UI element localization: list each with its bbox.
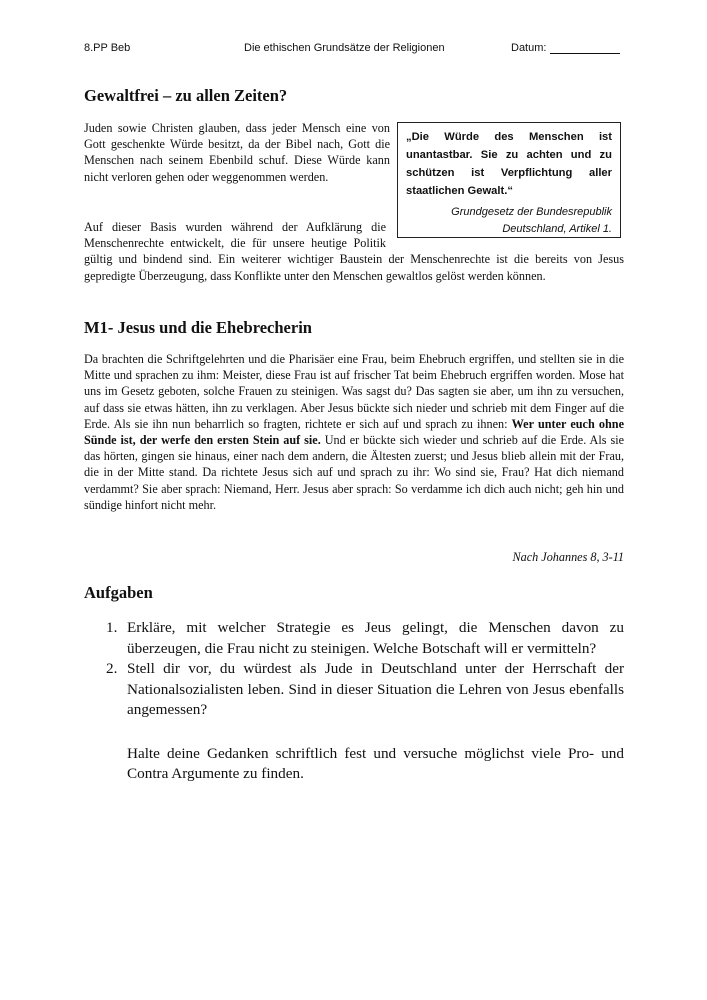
task-item (100, 659, 624, 721)
intro-paragraph-1: Juden sowie Christen glauben, dass jeder Mensch eine von Gott geschenkte Würde besitzt, da der Bibel nach, Gott die Menschen nach seinem Ebenbild schuf. Diese Würde kann nicht verloren gehen oder weggenommen werden. (84, 121, 390, 184)
page-header (84, 42, 624, 58)
section-title-aufgaben: Aufgaben (84, 583, 153, 602)
task-item (100, 618, 624, 659)
intro-paragraph-2 (84, 219, 624, 284)
story-text-before: Da brachten die Schriftgelehrten und die Pharisäer eine Frau, beim Ehebruch ergriffen, und stellten sie in die Mitte und sprachen zu ihm: Meister, diese Frau ist auf frischer Tat beim Ehebruch ergriffen worden. Mose hat uns im Gesetz geboten, solche Frauen zu steinigen. Was sagst du? Das sagten sie aber, um ihn zu versuchen, auf dass sie etwas hätten, ihn zu verklagen. Aber Jesus bückte sich nieder und schrieb mit dem Finger auf die Erde. Als sie ihn nun beharrlich so fragten, richtete er sich auf und sprach zu ihnen: (84, 352, 624, 431)
section-title-m1: M1- Jesus und die Ehebrecherin (84, 318, 312, 337)
quote-source: Grundgesetz der Bundesrepublik Deutschland, Artikel 1. (451, 206, 612, 235)
task-number: 1. (106, 619, 118, 636)
task-note: Halte deine Gedanken schriftlich fest und versuche möglichst viele Pro- und Contra Argumente zu finden. (127, 744, 624, 782)
intro-paragraph-2-text: Auf dieser Basis wurden während der Aufklärung die Menschenrechte entwickelt, die für unsere heutige Politik gültig und bindend sind. Ein weiterer wichtiger Baustein der Menschenrechte ist die bereits von Jesus gepredigte Überzeugung, dass Konflikte unter den Menschen gewaltlos gelöst werden können. (84, 220, 624, 283)
section-title-gewaltfrei: Gewaltfrei – zu allen Zeiten? (84, 86, 288, 105)
story-key-quote: Wer unter euch ohne Sünde ist, der werfe den ersten Stein auf sie. (84, 416, 624, 448)
date-label: Datum: (511, 42, 547, 54)
date-field (511, 42, 620, 54)
bible-story-text (84, 351, 624, 513)
header-title: Die ethischen Grundsätze der Religionen (244, 42, 445, 54)
task-list (100, 618, 624, 785)
task-text: Stell dir vor, du würdest als Jude in Deutschland unter der Herrschaft der Nationalsozialisten leben. Sind in dieser Situation die Lehren von Jesus ebenfalls angemessen? (127, 660, 624, 718)
task-number: 2. (106, 660, 118, 677)
date-blank-line (550, 42, 620, 54)
class-label: 8.PP Beb (84, 42, 131, 54)
task-text: Erkläre, mit welcher Strategie es Jeus gelingt, die Menschen davon zu überzeugen, die Frau nicht zu steinigen. Welche Botschaft will er vermitteln? (127, 619, 624, 657)
quote-wrap-spacer (386, 219, 624, 243)
bible-citation: Nach Johannes 8, 3-11 (512, 550, 624, 564)
quote-text: „Die Würde des Menschen ist unantastbar. Sie zu achten und zu schützen ist Verpflichtung aller staatlichen Gewalt.“ (406, 131, 612, 197)
story-text-after: Und er bückte sich wieder und schrieb auf die Erde. Als sie das hörten, gingen sie hinaus, einer nach dem andern, die Ältesten zuerst; und Jesus blieb allein mit der Frau, die in der Mitte stand. Da richtete Jesus sich auf und sprach zu ihr: Wo sind sie, Frau? Hat dich niemand verdammt? Sie aber sprach: Niemand, Herr. Jesus aber sprach: So verdamme ich dich auch nicht; geh hin und sündige hinfort nicht mehr. (84, 433, 624, 512)
